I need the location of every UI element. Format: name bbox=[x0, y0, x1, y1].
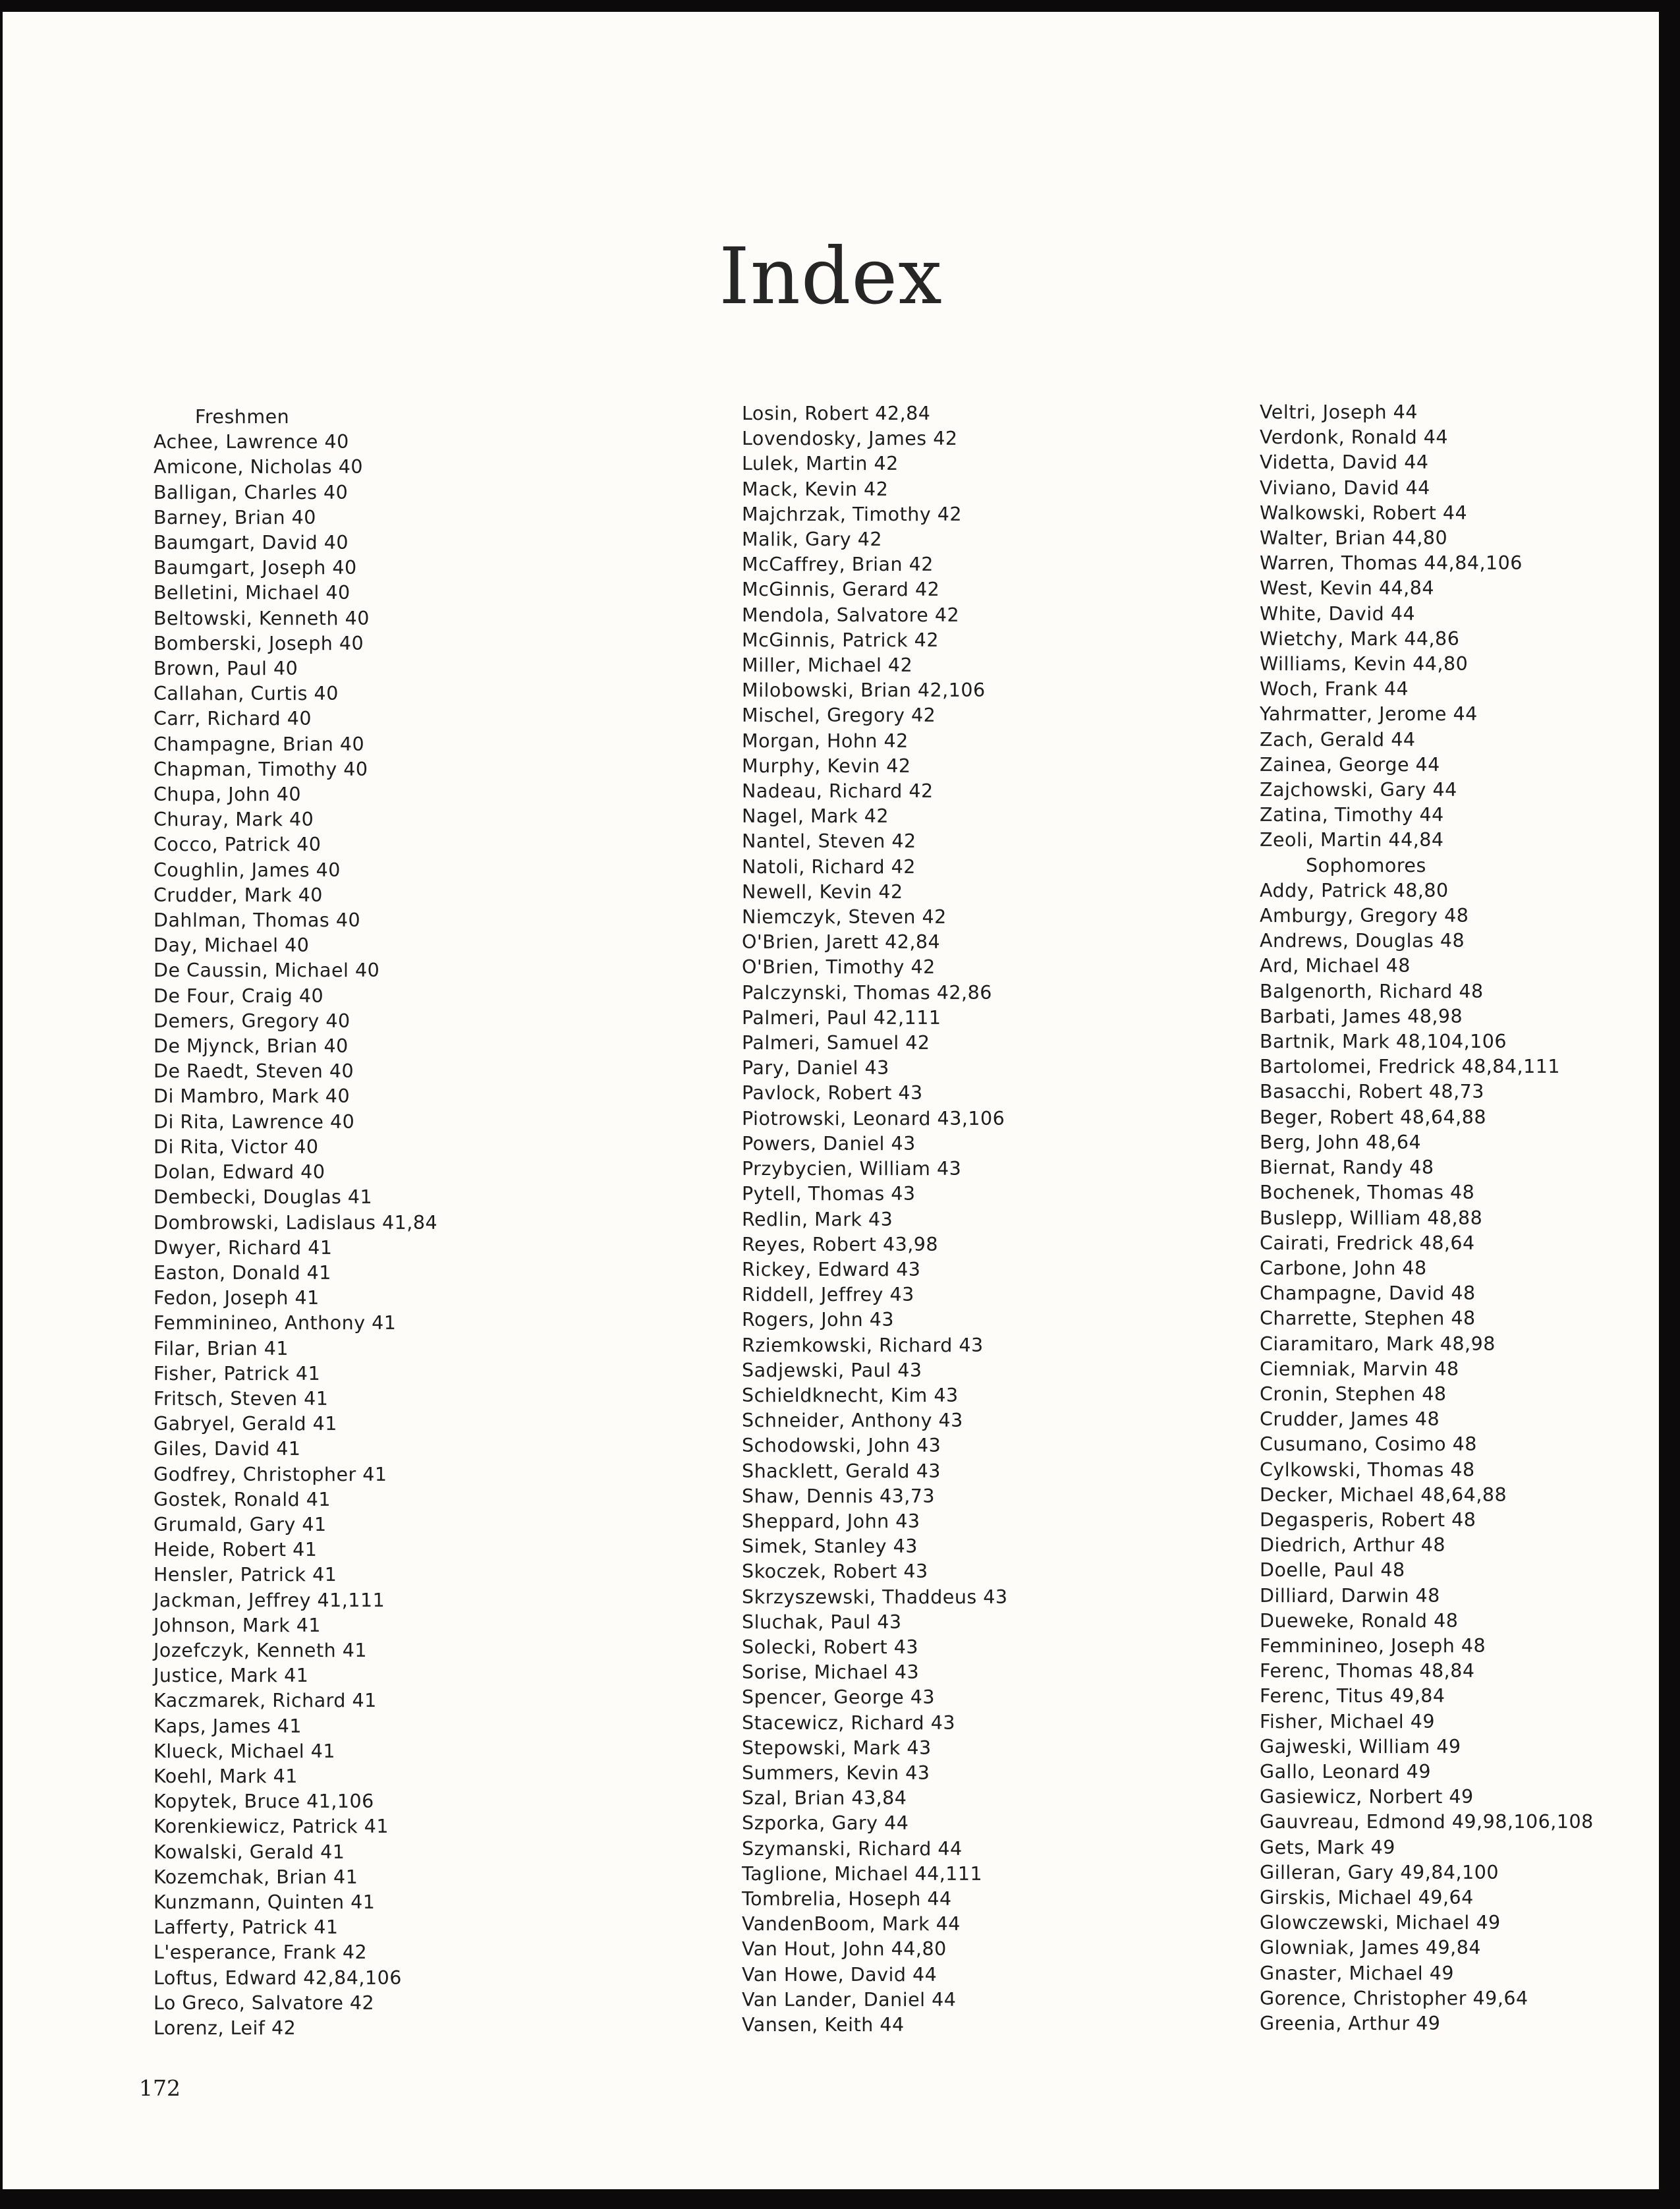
index-entry: Lorenz, Leif 42 bbox=[154, 2017, 296, 2039]
index-entry: Skoczek, Robert 43 bbox=[742, 1561, 928, 1583]
index-entry: Szal, Brian 43,84 bbox=[742, 1787, 907, 1810]
index-entry: Walkowski, Robert 44 bbox=[1260, 502, 1468, 524]
index-entry: Van Lander, Daniel 44 bbox=[742, 1988, 957, 2011]
index-entry: Dahlman, Thomas 40 bbox=[154, 909, 361, 932]
index-entry: Schieldknecht, Kim 43 bbox=[742, 1384, 959, 1406]
index-entry: Viviano, David 44 bbox=[1260, 476, 1430, 499]
index-column-2 bbox=[742, 401, 1008, 2038]
index-entry: Kaps, James 41 bbox=[154, 1715, 302, 1737]
index-entry: Nantel, Steven 42 bbox=[742, 830, 916, 853]
index-entry: Bartolomei, Fredrick 48,84,111 bbox=[1260, 1056, 1560, 1078]
index-entry: Sheppard, John 43 bbox=[742, 1510, 920, 1532]
index-entry: Korenkiewicz, Patrick 41 bbox=[154, 1816, 389, 1838]
index-entry: Carbone, John 48 bbox=[1260, 1257, 1427, 1279]
index-entry: Carr, Richard 40 bbox=[154, 708, 312, 730]
index-entry: Kaczmarek, Richard 41 bbox=[154, 1690, 377, 1712]
index-entry: Charrette, Stephen 48 bbox=[1260, 1307, 1476, 1330]
index-entry: Cylkowski, Thomas 48 bbox=[1260, 1458, 1475, 1481]
index-entry: McGinnis, Patrick 42 bbox=[742, 629, 939, 651]
index-entry: Sorise, Michael 43 bbox=[742, 1661, 920, 1684]
index-entry: Johnson, Mark 41 bbox=[154, 1614, 322, 1636]
index-entry: Gostek, Ronald 41 bbox=[154, 1488, 331, 1510]
index-entry: Gorence, Christopher 49,64 bbox=[1260, 1987, 1528, 2009]
index-entry: Rziemkowski, Richard 43 bbox=[742, 1334, 984, 1356]
index-entry: Girskis, Michael 49,64 bbox=[1260, 1886, 1474, 1908]
index-entry: Belletini, Michael 40 bbox=[154, 582, 350, 604]
index-entry: Di Mambro, Mark 40 bbox=[154, 1085, 350, 1108]
index-entry: Lafferty, Patrick 41 bbox=[154, 1916, 339, 1939]
index-entry: Verdonk, Ronald 44 bbox=[1260, 426, 1449, 449]
index-entry: White, David 44 bbox=[1260, 602, 1416, 625]
index-entry: Gnaster, Michael 49 bbox=[1260, 1962, 1454, 1984]
index-entry: Fisher, Patrick 41 bbox=[154, 1362, 321, 1385]
index-entry: Rickey, Edward 43 bbox=[742, 1258, 921, 1280]
index-entry: Churay, Mark 40 bbox=[154, 809, 314, 831]
index-entry: Natoli, Richard 42 bbox=[742, 855, 916, 878]
index-entry: De Caussin, Michael 40 bbox=[154, 960, 380, 982]
page-title: Index bbox=[719, 231, 943, 322]
index-entry: Zach, Gerald 44 bbox=[1260, 728, 1416, 751]
index-entry: Kopytek, Bruce 41,106 bbox=[154, 1791, 374, 1813]
index-entry: Palmeri, Samuel 42 bbox=[742, 1032, 930, 1054]
index-entry: Pavlock, Robert 43 bbox=[742, 1082, 923, 1104]
index-entry: Loftus, Edward 42,84,106 bbox=[154, 1966, 402, 1989]
index-entry: Greenia, Arthur 49 bbox=[1260, 2013, 1441, 2034]
index-entry: Cairati, Fredrick 48,64 bbox=[1260, 1232, 1475, 1254]
index-entry: Veltri, Joseph 44 bbox=[1260, 401, 1418, 423]
index-entry: Dilliard, Darwin 48 bbox=[1260, 1584, 1440, 1607]
index-entry: Stacewicz, Richard 43 bbox=[742, 1711, 955, 1734]
index-entry: Bochenek, Thomas 48 bbox=[1260, 1182, 1475, 1204]
index-entry: Jackman, Jeffrey 41,111 bbox=[154, 1589, 385, 1611]
index-entry: Gauvreau, Edmond 49,98,106,108 bbox=[1260, 1811, 1594, 1833]
index-page bbox=[3, 12, 1659, 2189]
index-entry: Vansen, Keith 44 bbox=[742, 2014, 905, 2036]
index-entry: Baumgart, Joseph 40 bbox=[154, 557, 357, 579]
index-entry: Cusumano, Cosimo 48 bbox=[1260, 1433, 1477, 1456]
index-entry: Coughlin, James 40 bbox=[154, 859, 341, 881]
index-entry: Ard, Michael 48 bbox=[1260, 955, 1411, 977]
index-entry: Giles, David 41 bbox=[154, 1438, 301, 1460]
index-entry: Sluchak, Paul 43 bbox=[742, 1611, 902, 1633]
index-entry: Videtta, David 44 bbox=[1260, 451, 1429, 474]
index-entry: Morgan, Hohn 42 bbox=[742, 730, 909, 752]
index-entry: Pytell, Thomas 43 bbox=[742, 1183, 916, 1205]
index-entry: Przybycien, William 43 bbox=[742, 1158, 962, 1180]
index-entry: Nadeau, Richard 42 bbox=[742, 780, 934, 803]
section-heading: Sophomores bbox=[1306, 854, 1426, 876]
index-entry: Di Rita, Victor 40 bbox=[154, 1135, 319, 1158]
index-entry: Jozefczyk, Kenneth 41 bbox=[154, 1639, 368, 1661]
index-entry: Summers, Kevin 43 bbox=[742, 1762, 930, 1784]
index-entry: Diedrich, Arthur 48 bbox=[1260, 1534, 1446, 1557]
index-entry: Lulek, Martin 42 bbox=[742, 453, 899, 475]
index-entry: Taglione, Michael 44,111 bbox=[742, 1862, 983, 1885]
index-entry: Majchrzak, Timothy 42 bbox=[742, 503, 963, 525]
index-entry: Ferenc, Thomas 48,84 bbox=[1260, 1660, 1475, 1682]
index-entry: Mack, Kevin 42 bbox=[742, 478, 889, 500]
index-entry: Degasperis, Robert 48 bbox=[1260, 1508, 1476, 1531]
index-entry: Solecki, Robert 43 bbox=[742, 1636, 918, 1658]
index-entry: Di Rita, Lawrence 40 bbox=[154, 1110, 355, 1133]
index-entry: Amicone, Nicholas 40 bbox=[154, 456, 363, 478]
index-entry: Simek, Stanley 43 bbox=[742, 1535, 918, 1558]
index-entry: Basacchi, Robert 48,73 bbox=[1260, 1081, 1484, 1103]
index-entry: Barney, Brian 40 bbox=[154, 506, 316, 529]
index-entry: Piotrowski, Leonard 43,106 bbox=[742, 1107, 1005, 1130]
index-entry: Hensler, Patrick 41 bbox=[154, 1564, 337, 1586]
index-entry: Cocco, Patrick 40 bbox=[154, 834, 322, 856]
index-entry: West, Kevin 44,84 bbox=[1260, 577, 1434, 600]
index-entry: Easton, Donald 41 bbox=[154, 1261, 331, 1284]
index-entry: Chapman, Timothy 40 bbox=[154, 758, 368, 780]
index-entry: Fisher, Michael 49 bbox=[1260, 1710, 1436, 1733]
index-entry: Heide, Robert 41 bbox=[154, 1539, 318, 1561]
index-entry: Demers, Gregory 40 bbox=[154, 1010, 350, 1032]
index-entry: Day, Michael 40 bbox=[154, 934, 310, 957]
index-entry: Chupa, John 40 bbox=[154, 784, 301, 806]
index-entry: Buslepp, William 48,88 bbox=[1260, 1207, 1483, 1229]
index-entry: Palczynski, Thomas 42,86 bbox=[742, 981, 992, 1004]
index-entry: Schodowski, John 43 bbox=[742, 1435, 941, 1457]
index-entry: Gasiewicz, Norbert 49 bbox=[1260, 1786, 1474, 1808]
index-entry: De Mjynck, Brian 40 bbox=[154, 1035, 349, 1058]
index-entry: Rogers, John 43 bbox=[742, 1309, 895, 1331]
index-entry: Balligan, Charles 40 bbox=[154, 481, 349, 503]
index-entry: Milobowski, Brian 42,106 bbox=[742, 679, 986, 702]
index-entry: Addy, Patrick 48,80 bbox=[1260, 879, 1449, 902]
index-entry: Ciaramitaro, Mark 48,98 bbox=[1260, 1333, 1496, 1355]
index-entry: Gilleran, Gary 49,84,100 bbox=[1260, 1861, 1499, 1883]
index-entry: Sadjewski, Paul 43 bbox=[742, 1359, 922, 1381]
index-entry: Achee, Lawrence 40 bbox=[154, 431, 349, 453]
index-entry: Lo Greco, Salvatore 42 bbox=[154, 1992, 375, 2014]
index-entry: Szporka, Gary 44 bbox=[742, 1812, 909, 1835]
index-entry: Yahrmatter, Jerome 44 bbox=[1260, 703, 1478, 726]
index-entry: Andrews, Douglas 48 bbox=[1260, 930, 1465, 952]
index-entry: O'Brien, Timothy 42 bbox=[742, 956, 936, 979]
index-entry: Bartnik, Mark 48,104,106 bbox=[1260, 1031, 1507, 1053]
index-entry: Van Hout, John 44,80 bbox=[742, 1938, 947, 1961]
index-entry: Godfrey, Christopher 41 bbox=[154, 1463, 387, 1485]
index-entry: Gallo, Leonard 49 bbox=[1260, 1760, 1431, 1783]
index-entry: L'esperance, Frank 42 bbox=[154, 1941, 368, 1964]
index-entry: Pary, Daniel 43 bbox=[742, 1057, 889, 1079]
index-entry: Van Howe, David 44 bbox=[742, 1963, 938, 1986]
index-entry: Gets, Mark 49 bbox=[1260, 1836, 1395, 1858]
index-entry: Bomberski, Joseph 40 bbox=[154, 632, 364, 654]
index-entry: Biernat, Randy 48 bbox=[1260, 1157, 1434, 1179]
index-entry: Losin, Robert 42,84 bbox=[742, 403, 931, 424]
index-entry: Gajweski, William 49 bbox=[1260, 1735, 1461, 1758]
index-entry: Newell, Kevin 42 bbox=[742, 880, 903, 903]
index-entry: Dembecki, Douglas 41 bbox=[154, 1186, 373, 1209]
index-entry: Lovendosky, James 42 bbox=[742, 428, 958, 450]
index-entry: Dwyer, Richard 41 bbox=[154, 1236, 333, 1259]
index-entry: Amburgy, Gregory 48 bbox=[1260, 905, 1469, 927]
index-entry: Stepowski, Mark 43 bbox=[742, 1736, 932, 1759]
index-entry: Woch, Frank 44 bbox=[1260, 678, 1409, 701]
index-entry: VandenBoom, Mark 44 bbox=[742, 1913, 961, 1936]
index-entry: Kowalski, Gerald 41 bbox=[154, 1841, 345, 1863]
index-entry: Gabryel, Gerald 41 bbox=[154, 1413, 337, 1435]
index-entry: Beltowski, Kenneth 40 bbox=[154, 607, 370, 629]
index-entry: Zatina, Timothy 44 bbox=[1260, 804, 1444, 826]
index-entry: Crudder, Mark 40 bbox=[154, 884, 323, 906]
index-entry: Justice, Mark 41 bbox=[154, 1665, 309, 1687]
index-entry: Beger, Robert 48,64,88 bbox=[1260, 1106, 1486, 1128]
index-entry: Miller, Michael 42 bbox=[742, 654, 913, 677]
index-entry: Cronin, Stephen 48 bbox=[1260, 1383, 1447, 1405]
index-entry: Schneider, Anthony 43 bbox=[742, 1410, 963, 1432]
index-entry: Grumald, Gary 41 bbox=[154, 1513, 327, 1535]
index-entry: Williams, Kevin 44,80 bbox=[1260, 653, 1469, 675]
index-entry: Berg, John 48,64 bbox=[1260, 1131, 1422, 1153]
index-entry: Kunzmann, Quinten 41 bbox=[154, 1891, 376, 1913]
index-entry: Fritsch, Steven 41 bbox=[154, 1387, 329, 1410]
index-entry: Riddell, Jeffrey 43 bbox=[742, 1284, 914, 1306]
index-entry: Decker, Michael 48,64,88 bbox=[1260, 1483, 1507, 1506]
index-entry: Crudder, James 48 bbox=[1260, 1408, 1440, 1431]
index-entry: De Four, Craig 40 bbox=[154, 985, 324, 1007]
index-entry: McGinnis, Gerard 42 bbox=[742, 579, 940, 601]
index-entry: Doelle, Paul 48 bbox=[1260, 1559, 1405, 1582]
index-entry: Klueck, Michael 41 bbox=[154, 1740, 335, 1762]
index-column-3 bbox=[1260, 400, 1594, 2036]
index-entry: Dueweke, Ronald 48 bbox=[1260, 1609, 1459, 1632]
index-entry: Shacklett, Gerald 43 bbox=[742, 1460, 941, 1482]
index-column-1 bbox=[154, 405, 437, 2041]
index-entry: Walter, Brian 44,80 bbox=[1260, 527, 1448, 550]
index-entry: Shaw, Dennis 43,73 bbox=[742, 1485, 936, 1507]
index-entry: Niemczyk, Steven 42 bbox=[742, 906, 947, 929]
index-entry: Balgenorth, Richard 48 bbox=[1260, 980, 1484, 1002]
index-entry: Mendola, Salvatore 42 bbox=[742, 604, 960, 626]
index-entry: Dolan, Edward 40 bbox=[154, 1161, 325, 1184]
index-entry: Koehl, Mark 41 bbox=[154, 1765, 298, 1787]
index-entry: Zajchowski, Gary 44 bbox=[1260, 779, 1457, 801]
index-entry: Baumgart, David 40 bbox=[154, 532, 349, 554]
index-entry: Champagne, David 48 bbox=[1260, 1282, 1476, 1305]
index-entry: Callahan, Curtis 40 bbox=[154, 683, 339, 705]
index-entry: Zeoli, Martin 44,84 bbox=[1260, 829, 1444, 851]
index-entry: Szymanski, Richard 44 bbox=[742, 1837, 963, 1860]
index-entry: Mischel, Gregory 42 bbox=[742, 704, 936, 727]
index-entry: Femminineo, Anthony 41 bbox=[154, 1312, 397, 1334]
section-heading: Freshmen bbox=[195, 406, 290, 428]
index-entry: Glowniak, James 49,84 bbox=[1260, 1937, 1481, 1959]
index-entry: Nagel, Mark 42 bbox=[742, 805, 889, 828]
index-entry: Barbati, James 48,98 bbox=[1260, 1005, 1463, 1027]
index-entry: De Raedt, Steven 40 bbox=[154, 1060, 354, 1083]
index-entry: Filar, Brian 41 bbox=[154, 1337, 289, 1360]
index-entry: McCaffrey, Brian 42 bbox=[742, 554, 934, 576]
index-entry: Dombrowski, Ladislaus 41,84 bbox=[154, 1211, 438, 1234]
index-entry: Ciemniak, Marvin 48 bbox=[1260, 1358, 1459, 1380]
index-entry: Wietchy, Mark 44,86 bbox=[1260, 627, 1460, 650]
index-entry: Fedon, Joseph 41 bbox=[154, 1287, 320, 1309]
index-entry: Zainea, George 44 bbox=[1260, 753, 1440, 776]
index-entry: Tombrelia, Hoseph 44 bbox=[742, 1887, 952, 1910]
index-entry: O'Brien, Jarett 42,84 bbox=[742, 931, 941, 954]
index-entry: Brown, Paul 40 bbox=[154, 658, 298, 680]
index-entry: Skrzyszewski, Thaddeus 43 bbox=[742, 1586, 1008, 1608]
index-entry: Champagne, Brian 40 bbox=[154, 733, 365, 755]
index-entry: Glowczewski, Michael 49 bbox=[1260, 1912, 1501, 1934]
index-entry: Redlin, Mark 43 bbox=[742, 1208, 893, 1230]
index-entry: Ferenc, Titus 49,84 bbox=[1260, 1685, 1445, 1707]
index-entry: Kozemchak, Brian 41 bbox=[154, 1866, 358, 1888]
index-entry: Palmeri, Paul 42,111 bbox=[742, 1006, 941, 1029]
index-entry: Spencer, George 43 bbox=[742, 1686, 936, 1709]
index-entry: Warren, Thomas 44,84,106 bbox=[1260, 552, 1523, 575]
page-number: 172 bbox=[139, 2075, 181, 2101]
index-entry: Murphy, Kevin 42 bbox=[742, 755, 911, 777]
index-entry: Malik, Gary 42 bbox=[742, 529, 882, 551]
index-entry: Femminineo, Joseph 48 bbox=[1260, 1634, 1486, 1657]
index-entry: Powers, Daniel 43 bbox=[742, 1132, 916, 1155]
index-entry: Reyes, Robert 43,98 bbox=[742, 1233, 939, 1255]
